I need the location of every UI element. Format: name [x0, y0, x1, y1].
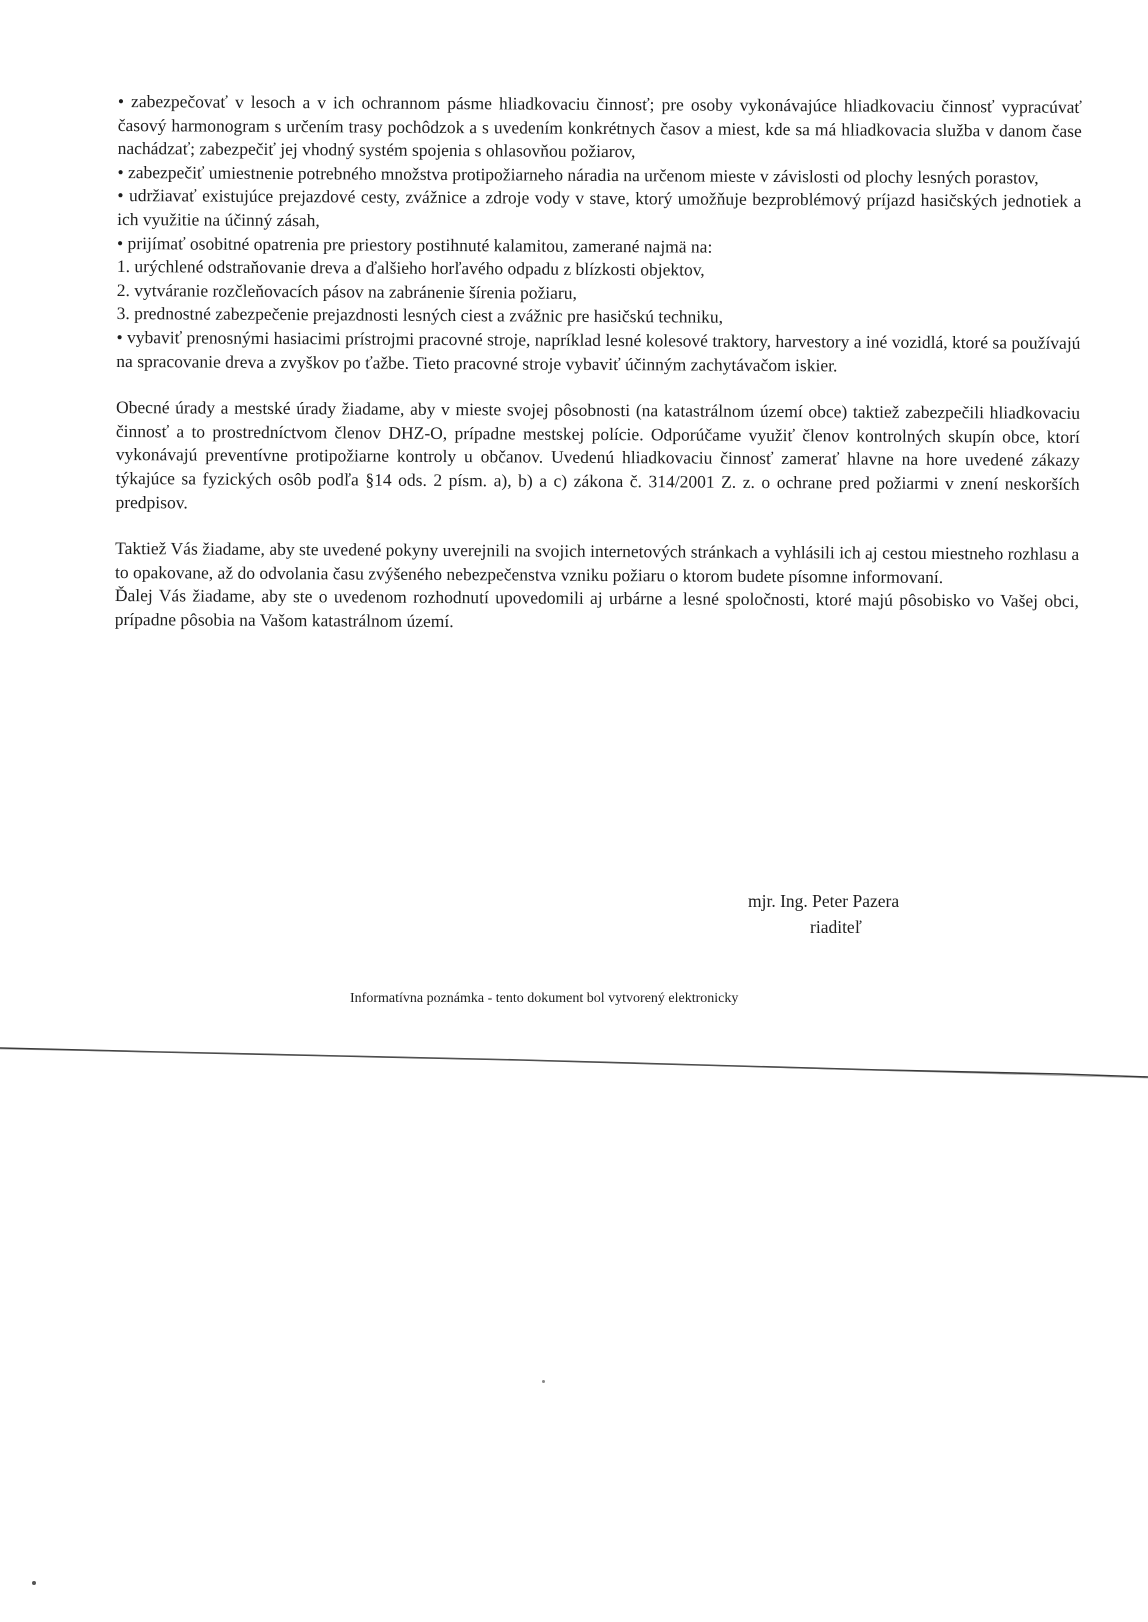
scan-fold-line [0, 1040, 1148, 1084]
signatory-name: mjr. Ing. Peter Pazera [748, 891, 900, 911]
paragraph-notify: Ďalej Vás žiadame, aby ste o uvedenom rozhodnutí upovedomili aj urbárne a lesné spoločnosti, ktoré majú pôsobisko vo Vašej obci, prípadne pôsobia na Vašom katastrálnom území. [114, 585, 1079, 631]
bullet-calamity-measures: • prijímať osobitné opatrenia pre priestory postihnuté kalamitou, zamerané najmä na: [117, 232, 713, 257]
bullet-patrol: • zabezpečovať v lesoch a v ich ochrannom pásme hliadkovaciu činnosť; pre osoby vykonávajúce hliadkovaciu činnosť vypracúvať časový harmonogram s určením trasy pochôdzok a s uvedením konkrétnych časov a miest, kde sa má hliadkovacia služba v danom čase nachádzať; zabezpečiť jej vhodný systém spojenia s ohlasovňou požiarov, [117, 90, 1082, 162]
numbered-item-2: 2. vytváranie rozčleňovacích pásov na zabránenie šírenia požiaru, [116, 279, 577, 303]
paragraph-publish: Taktiež Vás žiadame, aby ste uvedené pokyny uverejnili na svojich internetových stránkach a vyhlásili ich aj cestou miestneho rozhlasu a to opakovane, až do odvolania času zvýšeného nebezpečenstva vzniku požiaru o ktorom budete písomne informovaní. [114, 538, 1080, 587]
footer-note: Informatívna poznámka - tento dokument bol vytvorený elektronicky [350, 991, 739, 1006]
paragraph-municipalities: Obecné úrady a mestské úrady žiadame, aby v mieste svojej pôsobnosti (na katastrálnom území obce) taktiež zabezpečili hliadkovaciu činnosť a to prostredníctvom členov DHZ-O, prípadne mestskej polície. Odporúčame využiť členov kontrolných skupín obce, ktorí vykonávajú preventívne protipožiarne kontroly u občanov. Uvedenú hliadkovaciu činnosť zamerať hlavne na hore uvedené zákazy týkajúce sa fyzických osôb podľa §14 ods. 2 písm. a), b) a c) zákona č. 314/2001 Z. z. o ochrane pred požiarmi v znení neskorších predpisov. [115, 397, 1081, 512]
document-body [115, 90, 1082, 637]
numbered-item-3: 3. prednostné zabezpečenie prejazdnosti lesných ciest a zvážnic pre hasičskú techniku, [116, 303, 724, 328]
scan-speck [542, 1380, 545, 1383]
bullet-access-roads: • udržiavať existujúce prejazdové cesty, zvážnice a zdroje vody v stave, ktorý umožňuje bezproblémový príjazd hasičských jednotiek a ich využitie na účinný zásah, [117, 185, 1082, 231]
bullet-extinguishers: • vybaviť prenosnými hasiacimi prístrojmi pracovné stroje, napríklad lesné kolesové traktory, harvestory a iné vozidlá, ktoré sa používajú na spracovanie dreva a zvyškov po ťažbe. Tieto pracovné stroje vybaviť účinným zachytávačom iskier. [116, 326, 1081, 375]
signatory-role: riaditeľ [810, 917, 862, 937]
scan-speck [32, 1581, 36, 1585]
bullet-fire-tools: • zabezpečiť umiestnenie potrebného množstva protipožiarneho náradia na určenom mieste v závislosti od plochy lesných porastov, [117, 161, 1039, 188]
numbered-item-1: 1. urýchlené odstraňovanie dreva a ďalšieho horľavého odpadu z blízkosti objektov, [116, 256, 705, 280]
signature-block [748, 888, 948, 940]
